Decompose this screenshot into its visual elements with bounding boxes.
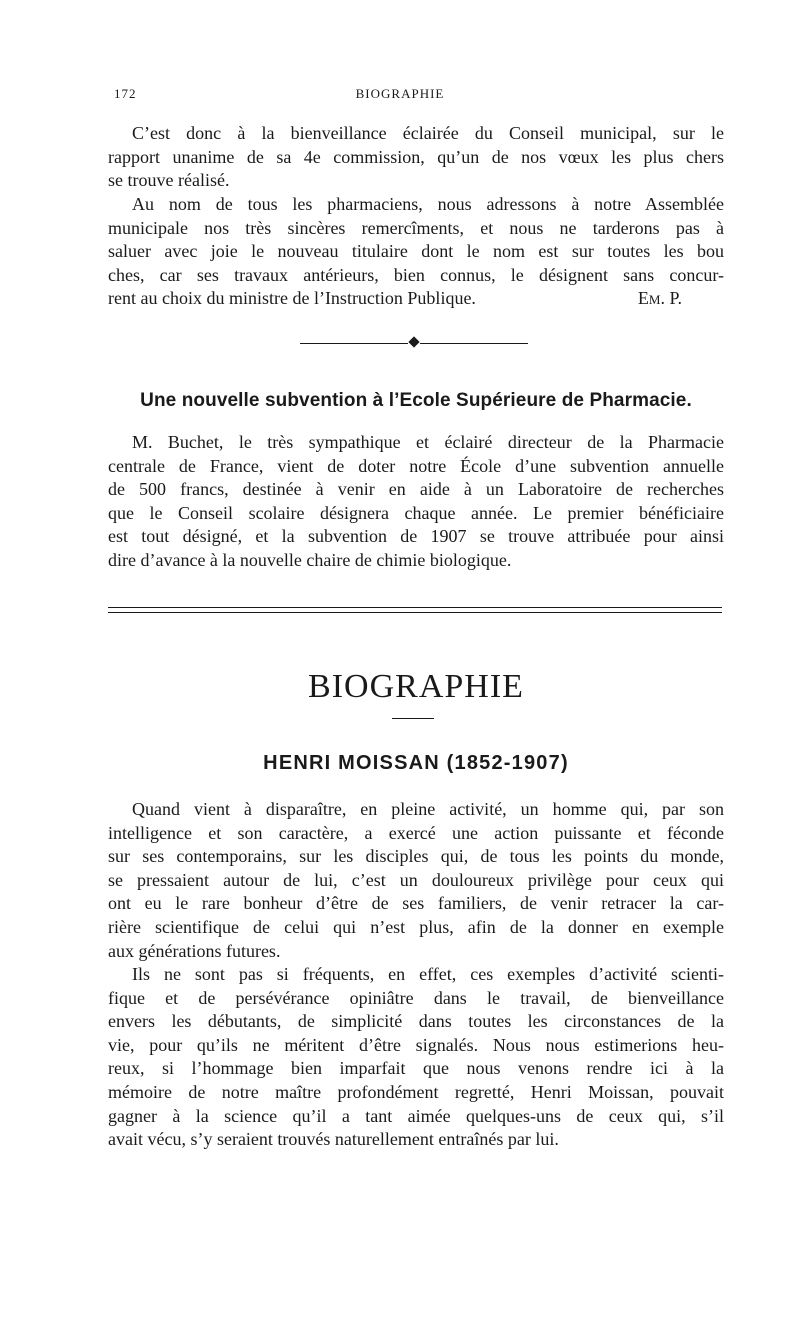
text-line: reux, si l’hommage bien imparfait que nous venons rendre ici à la <box>108 1058 724 1079</box>
text-line: de 500 francs, destinée à venir en aide à un Laboratoire de recherches <box>108 479 724 500</box>
text-line: M. Buchet, le très sympathique et éclairé directeur de la Pharmacie <box>132 432 724 452</box>
title-underline <box>392 718 434 719</box>
text-line: Quand vient à disparaître, en pleine activité, un homme qui, par son <box>132 799 724 819</box>
text-line: dire d’avance à la nouvelle chaire de chimie biologique. <box>108 549 512 570</box>
text-line: Ils ne sont pas si fréquents, en effet, ces exemples d’activité scienti- <box>132 964 724 984</box>
text-line: rapport unanime de sa 4e commission, qu’un de nos vœux les plus chers <box>108 146 724 167</box>
text-line: Au nom de tous les pharmaciens, nous adressons à notre Assemblée <box>132 194 724 214</box>
subvention-paragraph <box>108 431 724 573</box>
text-line: gagner à la science qu’il a tant aimée quelques-uns de ceux qui, s’il <box>108 1105 724 1126</box>
subvention-heading: Une nouvelle subvention à l’Ecole Supérieure de Pharmacie. <box>140 390 692 411</box>
running-head <box>106 86 694 106</box>
biographie-title: BIOGRAPHIE <box>308 668 524 705</box>
text-line: municipale nos très sincères remercîments, et nous ne tarderons pas à <box>108 217 724 238</box>
text-line: centrale de France, vient de doter notre École d’une subvention annuelle <box>108 455 724 476</box>
text-line: intelligence et son caractère, a exercé une action puissante et féconde <box>108 822 724 843</box>
intro-paragraph-1 <box>108 122 724 193</box>
ornament-divider <box>300 343 528 345</box>
ornament-rule-left <box>300 343 408 344</box>
biographie-subtitle: HENRI MOISSAN (1852-1907) <box>263 752 569 774</box>
text-line: mémoire de notre maître profondément regretté, Henri Moissan, pouvait <box>108 1081 724 1102</box>
double-rule-top <box>108 607 722 608</box>
text-line: C’est donc à la bienveillance éclairée du Conseil municipal, sur le <box>132 123 724 143</box>
text-line: ches, car ses travaux antérieurs, bien connus, le désignent sans concur- <box>108 264 724 285</box>
intro-paragraph-2 <box>108 193 724 311</box>
text-line: vie, pour qu’ils ne méritent d’être signalés. Nous nous estimerions heu- <box>108 1034 724 1055</box>
text-line-content: rent au choix du ministre de l’Instruction Publique. <box>108 288 476 309</box>
text-line: aux générations futures. <box>108 940 281 961</box>
text-line: saluer avec joie le nouveau titulaire dont le nom est sur toutes les bou <box>108 241 724 262</box>
diamond-icon <box>408 336 419 347</box>
running-title: BIOGRAPHIE <box>355 86 445 101</box>
text-line: avait vécu, s’y seraient trouvés naturellement entraînés par lui. <box>108 1129 559 1150</box>
text-line: se trouve réalisé. <box>108 170 230 191</box>
text-line: envers les débutants, de simplicité dans toutes les circonstances de la <box>108 1011 724 1032</box>
text-line <box>108 287 724 311</box>
page-number: 172 <box>114 86 137 101</box>
biographie-paragraph-1 <box>108 798 724 963</box>
double-rule-bottom <box>108 612 722 613</box>
text-line: ont eu le rare bonheur d’être de ses familiers, de venir retracer la car- <box>108 893 724 914</box>
text-line: est tout désigné, et la subvention de 1907 se trouve attribuée pour ainsi <box>108 526 724 547</box>
biographie-paragraph-2 <box>108 963 724 1152</box>
signature: Em. P. <box>637 288 682 309</box>
text-line: fique et de persévérance opiniâtre dans le travail, de bienveillance <box>108 987 724 1008</box>
text-line: rière scientifique de celui qui n’est plus, afin de la donner en exemple <box>108 916 724 937</box>
text-line: sur ses contemporains, sur les disciples qui, de tous les points du monde, <box>108 846 724 867</box>
text-line: se pressaient autour de lui, c’est un douloureux privilège pour ceux qui <box>108 869 724 890</box>
text-line: que le Conseil scolaire désignera chaque année. Le premier bénéficiaire <box>108 502 724 523</box>
ornament-rule-right <box>420 343 528 344</box>
